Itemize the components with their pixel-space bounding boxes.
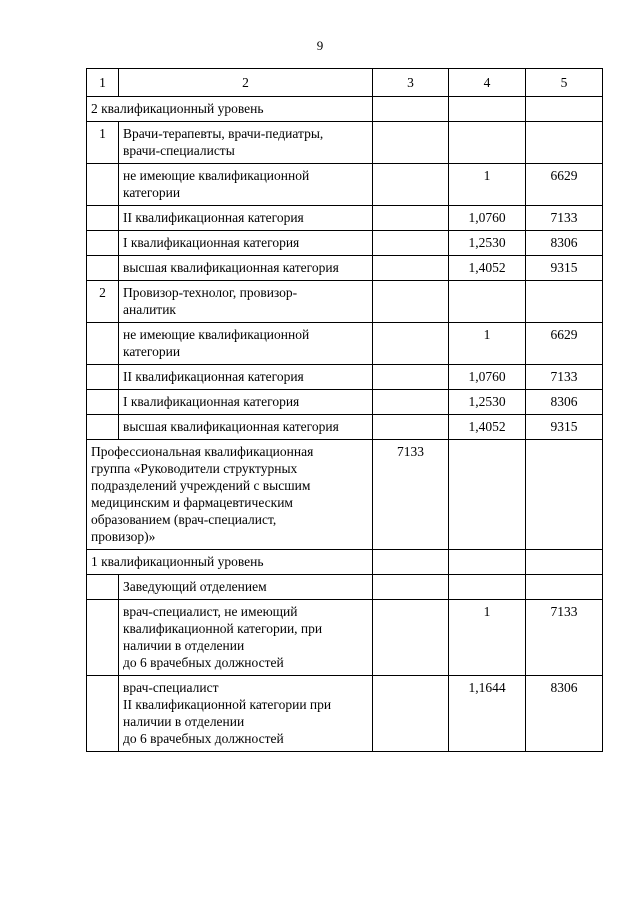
salary-cell <box>526 97 603 122</box>
salary-table <box>86 68 603 752</box>
salary-cell <box>526 575 603 600</box>
coefficient-cell <box>449 122 526 164</box>
description-cell: врач-специалист, не имеющий квалификационной категории, при наличии в отделении до 6 врачебных должностей <box>119 600 373 676</box>
coefficient-cell: 1,4052 <box>449 415 526 440</box>
section-title-cell: 1 квалификационный уровень <box>87 550 373 575</box>
number-cell <box>87 256 119 281</box>
table-row <box>87 676 603 752</box>
salary-cell: 8306 <box>526 390 603 415</box>
salary-cell: 7133 <box>526 206 603 231</box>
salary-base-cell <box>373 122 449 164</box>
description-cell: II квалификационная категория <box>119 365 373 390</box>
description-cell: Провизор-технолог, провизор- аналитик <box>119 281 373 323</box>
salary-base-cell: 7133 <box>373 440 449 550</box>
description-cell: II квалификационная категория <box>119 206 373 231</box>
salary-cell: 8306 <box>526 676 603 752</box>
salary-base-cell <box>373 676 449 752</box>
header-cell: 5 <box>526 69 603 97</box>
salary-base-cell <box>373 600 449 676</box>
salary-base-cell <box>373 231 449 256</box>
number-cell <box>87 600 119 676</box>
coefficient-cell <box>449 550 526 575</box>
salary-base-cell <box>373 256 449 281</box>
table-row <box>87 122 603 164</box>
number-cell <box>87 365 119 390</box>
salary-cell: 6629 <box>526 323 603 365</box>
salary-cell: 8306 <box>526 231 603 256</box>
number-cell <box>87 323 119 365</box>
table-row <box>87 600 603 676</box>
table-row <box>87 390 603 415</box>
number-cell <box>87 575 119 600</box>
table-row <box>87 256 603 281</box>
table-row <box>87 206 603 231</box>
section-title-cell: Профессиональная квалификационная группа «Руководители структурных подразделений учреждений с высшим медицинским и фармацевтическим образованием (врач-специалист, провизор)» <box>87 440 373 550</box>
page-number: 9 <box>316 38 324 53</box>
salary-base-cell <box>373 390 449 415</box>
description-cell: высшая квалификационная категория <box>119 415 373 440</box>
header-cell: 1 <box>87 69 119 97</box>
table-body <box>87 69 603 752</box>
header-cell: 4 <box>449 69 526 97</box>
number-cell <box>87 231 119 256</box>
table-row <box>87 97 603 122</box>
salary-cell: 9315 <box>526 415 603 440</box>
salary-cell: 9315 <box>526 256 603 281</box>
table-row <box>87 550 603 575</box>
salary-base-cell <box>373 206 449 231</box>
description-cell: Врачи-терапевты, врачи-педиатры, врачи-специалисты <box>119 122 373 164</box>
salary-cell <box>526 281 603 323</box>
salary-cell: 6629 <box>526 164 603 206</box>
coefficient-cell: 1 <box>449 164 526 206</box>
coefficient-cell: 1 <box>449 323 526 365</box>
coefficient-cell: 1,2530 <box>449 231 526 256</box>
salary-cell: 7133 <box>526 365 603 390</box>
description-cell: I квалификационная категория <box>119 390 373 415</box>
table-row <box>87 365 603 390</box>
header-cell: 2 <box>119 69 373 97</box>
coefficient-cell <box>449 97 526 122</box>
salary-base-cell <box>373 415 449 440</box>
table-row <box>87 440 603 550</box>
coefficient-cell: 1,0760 <box>449 206 526 231</box>
table-row <box>87 415 603 440</box>
coefficient-cell: 1,0760 <box>449 365 526 390</box>
coefficient-cell <box>449 281 526 323</box>
salary-base-cell <box>373 97 449 122</box>
table-header-row <box>87 69 603 97</box>
number-cell <box>87 390 119 415</box>
salary-cell <box>526 122 603 164</box>
coefficient-cell <box>449 440 526 550</box>
salary-cell <box>526 550 603 575</box>
coefficient-cell <box>449 575 526 600</box>
salary-base-cell <box>373 365 449 390</box>
table-row <box>87 164 603 206</box>
number-cell <box>87 415 119 440</box>
description-cell: высшая квалификационная категория <box>119 256 373 281</box>
salary-base-cell <box>373 281 449 323</box>
salary-cell <box>526 440 603 550</box>
header-cell: 3 <box>373 69 449 97</box>
salary-base-cell <box>373 164 449 206</box>
description-cell: I квалификационная категория <box>119 231 373 256</box>
coefficient-cell: 1,2530 <box>449 390 526 415</box>
table-row <box>87 575 603 600</box>
salary-cell: 7133 <box>526 600 603 676</box>
table-row <box>87 323 603 365</box>
section-title-cell: 2 квалификационный уровень <box>87 97 373 122</box>
table-row <box>87 281 603 323</box>
salary-base-cell <box>373 323 449 365</box>
coefficient-cell: 1,1644 <box>449 676 526 752</box>
salary-base-cell <box>373 550 449 575</box>
description-cell: Заведующий отделением <box>119 575 373 600</box>
number-cell <box>87 206 119 231</box>
number-cell <box>87 164 119 206</box>
salary-base-cell <box>373 575 449 600</box>
coefficient-cell: 1 <box>449 600 526 676</box>
number-cell: 2 <box>87 281 119 323</box>
number-cell: 1 <box>87 122 119 164</box>
description-cell: не имеющие квалификационной категории <box>119 323 373 365</box>
description-cell: не имеющие квалификационной категории <box>119 164 373 206</box>
table-row <box>87 231 603 256</box>
coefficient-cell: 1,4052 <box>449 256 526 281</box>
number-cell <box>87 676 119 752</box>
description-cell: врач-специалист II квалификационной категории при наличии в отделении до 6 врачебных должностей <box>119 676 373 752</box>
